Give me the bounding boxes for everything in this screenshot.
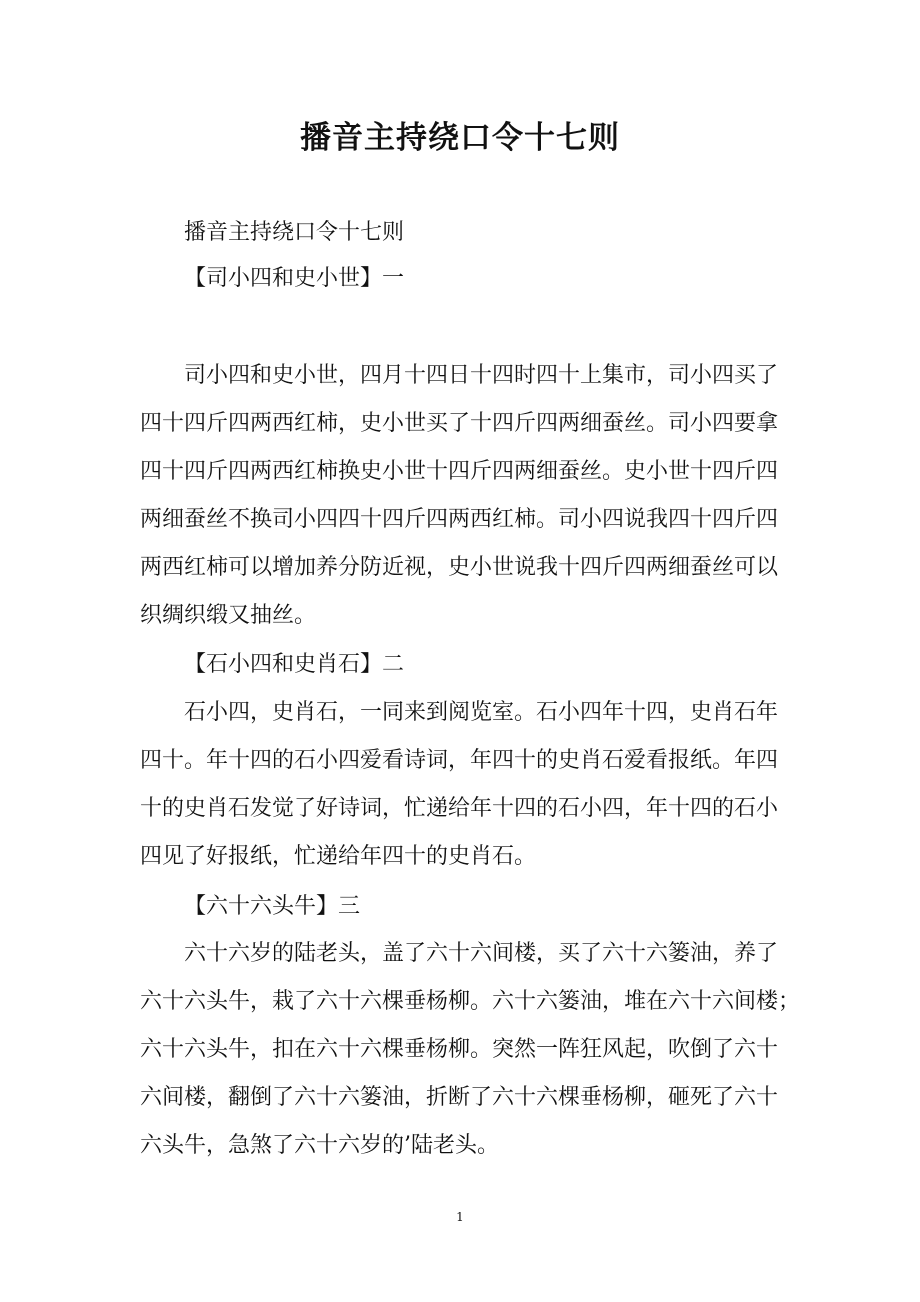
paragraph-line: 四见了好报纸，忙递给年四十的史肖石。 (140, 844, 537, 869)
paragraph-line: 六十六头牛，栽了六十六棵垂杨柳。六十六篓油，堆在六十六间楼； (140, 989, 801, 1014)
document-subtitle: 播音主持绕口令十七则 (184, 220, 405, 245)
page-number: 1 (456, 1210, 464, 1224)
section-heading-3: 【六十六头牛】三 (184, 894, 361, 919)
paragraph-line: 两细蚕丝不换司小四四十四斤四两西红柿。司小四说我四十四斤四 (140, 507, 779, 532)
section-heading-1: 【司小四和史小世】一 (184, 266, 405, 291)
paragraph-line: 织绸织缎又抽丝。 (140, 603, 317, 628)
paragraph-line: 两西红柿可以增加养分防近视，史小世说我十四斤四两细蚕丝可以 (140, 555, 779, 580)
paragraph-line: 石小四，史肖石，一同来到阅览室。石小四年十四，史肖石年 (184, 700, 779, 725)
section-heading-2: 【石小四和史肖石】二 (184, 652, 405, 677)
paragraph-line: 六间楼，翻倒了六十六篓油，折断了六十六棵垂杨柳，砸死了六十 (140, 1085, 779, 1110)
paragraph-line: 四十四斤四两西红柿换史小世十四斤四两细蚕丝。史小世十四斤四 (140, 459, 779, 484)
paragraph-line: 十的史肖石发觉了好诗词，忙递给年十四的石小四，年十四的石小 (140, 796, 779, 821)
paragraph-line: 四十四斤四两西红柿，史小世买了十四斤四两细蚕丝。司小四要拿 (140, 411, 779, 436)
paragraph-line: 六头牛，急煞了六十六岁的’陆老头。 (140, 1133, 499, 1158)
paragraph-line: 六十六头牛，扣在六十六棵垂杨柳。突然一阵狂风起，吹倒了六十 (140, 1037, 779, 1062)
paragraph-line: 司小四和史小世，四月十四日十四时四十上集市，司小四买了 (184, 363, 779, 388)
paragraph-line: 六十六岁的陆老头，盖了六十六间楼，买了六十六篓油，养了 (184, 941, 779, 966)
paragraph-line: 四十。年十四的石小四爱看诗词，年四十的史肖石爱看报纸。年四 (140, 748, 779, 773)
document-title: 播音主持绕口令十七则 (300, 120, 620, 156)
